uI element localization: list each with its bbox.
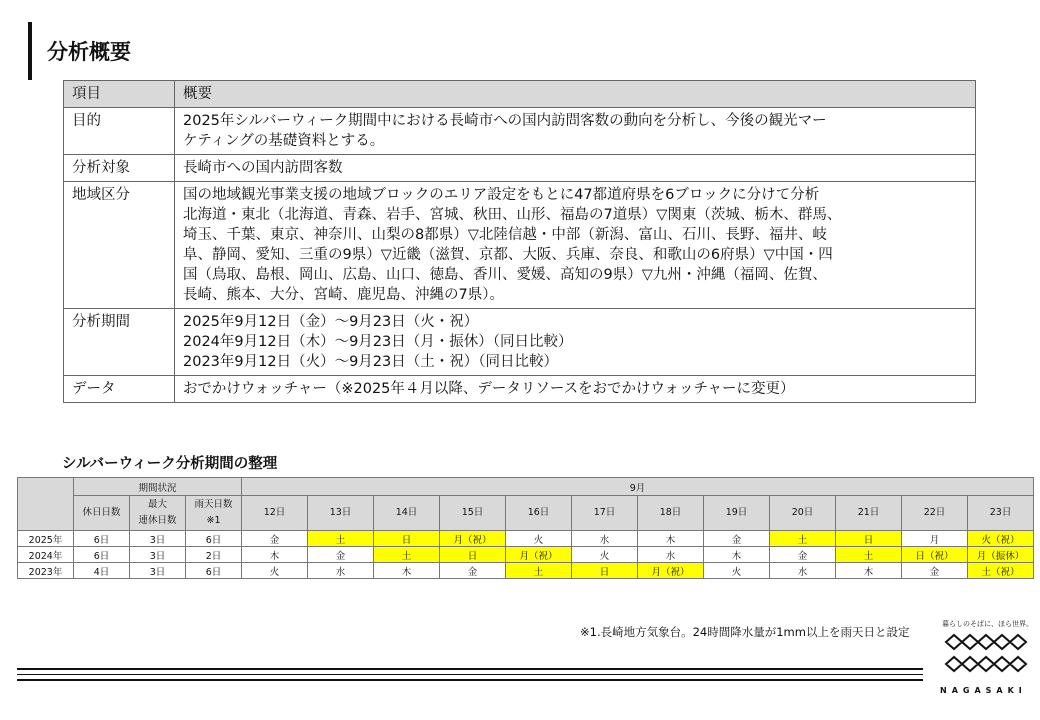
weekday-cell: 月（祝） — [440, 531, 506, 547]
weekday-cell: 金 — [242, 531, 308, 547]
summary-table — [63, 80, 976, 403]
summary-key: 目的 — [64, 108, 175, 155]
weekday-cell: 金 — [770, 547, 836, 563]
weekday-cell: 土（祝） — [968, 563, 1034, 579]
day-header: 17日 — [572, 496, 638, 531]
summary-header-key: 項目 — [64, 81, 175, 108]
rain-days-header-line1: 雨天日数 — [194, 499, 233, 510]
footer-rule — [17, 674, 923, 675]
summary-value-line: ケティングの基礎資料とする。 — [183, 133, 385, 149]
year-cell: 2023年 — [18, 563, 74, 579]
max-holidays-header-line2: 連休日数 — [138, 515, 177, 526]
summary-header-row — [64, 81, 976, 108]
weekday-cell: 火（祝） — [968, 531, 1034, 547]
summary-value-line: 2025年シルバーウィーク期間中における長崎市への国内訪問客数の動向を分析し、今後の観光マー — [183, 113, 827, 129]
period-status-header: 期間状況 — [74, 478, 242, 496]
weekday-cell: 木 — [638, 531, 704, 547]
weekday-cell: 水 — [308, 563, 374, 579]
month-header: 9月 — [242, 478, 1034, 496]
summary-row — [64, 155, 976, 182]
weekday-cell: 火 — [704, 563, 770, 579]
summary-row — [64, 376, 976, 403]
weekday-cell: 火 — [506, 531, 572, 547]
rain-days-cell: 6日 — [186, 531, 242, 547]
day-header: 12日 — [242, 496, 308, 531]
day-header: 15日 — [440, 496, 506, 531]
max-holidays-header — [130, 496, 186, 531]
weekday-cell: 日 — [440, 547, 506, 563]
max-holidays-cell: 3日 — [130, 531, 186, 547]
calendar-header-row-1 — [18, 478, 1034, 496]
summary-value-line: おでかけウォッチャー（※2025年４月以降、データリソースをおでかけウォッチャーに変更） — [183, 381, 795, 397]
summary-row — [64, 309, 976, 376]
holidays-header: 休日日数 — [74, 496, 130, 531]
weekday-cell: 月（振休） — [968, 547, 1034, 563]
weekday-cell: 月 — [902, 531, 968, 547]
title-accent-bar — [28, 22, 32, 80]
weekday-cell: 土 — [836, 547, 902, 563]
summary-value-line: 国（鳥取、島根、岡山、広島、山口、徳島、香川、愛媛、高知の9県）▽九州・沖縄（福岡、佐賀、 — [183, 267, 827, 283]
weekday-cell: 月（祝） — [638, 563, 704, 579]
day-header: 21日 — [836, 496, 902, 531]
weekday-cell: 木 — [836, 563, 902, 579]
summary-value-line: 阜、静岡、愛知、三重の9県）▽近畿（滋賀、京都、大阪、兵庫、奈良、和歌山の6府県）▽中国・四 — [183, 247, 833, 263]
weekday-cell: 日（祝） — [902, 547, 968, 563]
weekday-cell: 土 — [506, 563, 572, 579]
summary-value — [175, 376, 976, 403]
summary-key: データ — [64, 376, 175, 403]
weekday-cell: 金 — [440, 563, 506, 579]
summary-value — [175, 155, 976, 182]
year-cell: 2025年 — [18, 531, 74, 547]
calendar-row — [18, 531, 1034, 547]
weekday-cell: 金 — [902, 563, 968, 579]
max-holidays-header-line1: 最大 — [147, 499, 167, 510]
weekday-cell: 月（祝） — [506, 547, 572, 563]
summary-value-line: 2023年9月12日（火）～9月23日（土・祝）（同日比較） — [183, 354, 559, 370]
weekday-cell: 土 — [374, 547, 440, 563]
rain-days-header-line2: ※1 — [206, 515, 221, 526]
summary-key: 分析対象 — [64, 155, 175, 182]
logo-tagline: 暮らしのそばに、ほら世界。 — [942, 620, 1033, 628]
max-holidays-cell: 3日 — [130, 563, 186, 579]
weekday-cell: 金 — [704, 531, 770, 547]
weekday-cell: 木 — [374, 563, 440, 579]
year-cell: 2024年 — [18, 547, 74, 563]
logo-name: NAGASAKI — [940, 686, 1027, 695]
holidays-cell: 6日 — [74, 547, 130, 563]
day-header: 16日 — [506, 496, 572, 531]
footer-rule — [17, 668, 923, 670]
day-header: 23日 — [968, 496, 1034, 531]
rain-days-cell: 2日 — [186, 547, 242, 563]
summary-key: 地域区分 — [64, 182, 175, 309]
weekday-cell: 土 — [770, 531, 836, 547]
weekday-cell: 水 — [770, 563, 836, 579]
calendar-table — [17, 477, 1034, 579]
day-header: 18日 — [638, 496, 704, 531]
summary-row — [64, 182, 976, 309]
max-holidays-cell: 3日 — [130, 547, 186, 563]
day-header: 20日 — [770, 496, 836, 531]
weekday-cell: 木 — [704, 547, 770, 563]
weekday-cell: 金 — [308, 547, 374, 563]
footer-rule — [17, 679, 923, 681]
summary-value — [175, 182, 976, 309]
day-header: 13日 — [308, 496, 374, 531]
weekday-cell: 火 — [572, 547, 638, 563]
holidays-cell: 6日 — [74, 531, 130, 547]
day-header: 14日 — [374, 496, 440, 531]
day-header: 19日 — [704, 496, 770, 531]
summary-value-line: 国の地域観光事業支援の地域ブロックのエリア設定をもとに47都道府県を6ブロックに分けて分析 — [183, 187, 820, 203]
summary-value-line: 2025年9月12日（金）～9月23日（火・祝） — [183, 314, 479, 330]
summary-value-line: 長崎、熊本、大分、宮崎、鹿児島、沖縄の7県）。 — [183, 287, 504, 303]
weekday-cell: 火 — [242, 563, 308, 579]
weekday-cell: 日 — [572, 563, 638, 579]
summary-value-line: 埼玉、千葉、東京、神奈川、山梨の8都県）▽北陸信越・中部（新潟、富山、石川、長野、福井、岐 — [183, 227, 827, 243]
calendar-title: シルバーウィーク分析期間の整理 — [62, 456, 278, 472]
summary-value — [175, 309, 976, 376]
weekday-cell: 日 — [836, 531, 902, 547]
weekday-cell: 日 — [374, 531, 440, 547]
calendar-row — [18, 547, 1034, 563]
weekday-cell: 木 — [242, 547, 308, 563]
page-title: 分析概要 — [47, 40, 131, 64]
weekday-cell: 水 — [572, 531, 638, 547]
weekday-cell: 土 — [308, 531, 374, 547]
summary-row — [64, 108, 976, 155]
summary-value-line: 長崎市への国内訪問客数 — [183, 160, 343, 176]
weekday-cell: 水 — [638, 547, 704, 563]
calendar-header-row-2 — [18, 496, 1034, 531]
summary-key: 分析期間 — [64, 309, 175, 376]
nagasaki-logo-icon — [944, 632, 1028, 674]
summary-header-value: 概要 — [175, 81, 976, 108]
summary-value-line: 2024年9月12日（木）～9月23日（月・振休）（同日比較） — [183, 334, 573, 350]
footnote: ※1.長崎地方気象台。24時間降水量が1mm以上を雨天日と設定 — [580, 625, 910, 639]
calendar-corner-cell — [18, 478, 74, 531]
day-header: 22日 — [902, 496, 968, 531]
rain-days-header — [186, 496, 242, 531]
summary-value — [175, 108, 976, 155]
summary-value-line: 北海道・東北（北海道、青森、岩手、宮城、秋田、山形、福島の7道県）▽関東（茨城、栃木、群馬、 — [183, 207, 842, 223]
rain-days-cell: 6日 — [186, 563, 242, 579]
holidays-cell: 4日 — [74, 563, 130, 579]
calendar-row — [18, 563, 1034, 579]
